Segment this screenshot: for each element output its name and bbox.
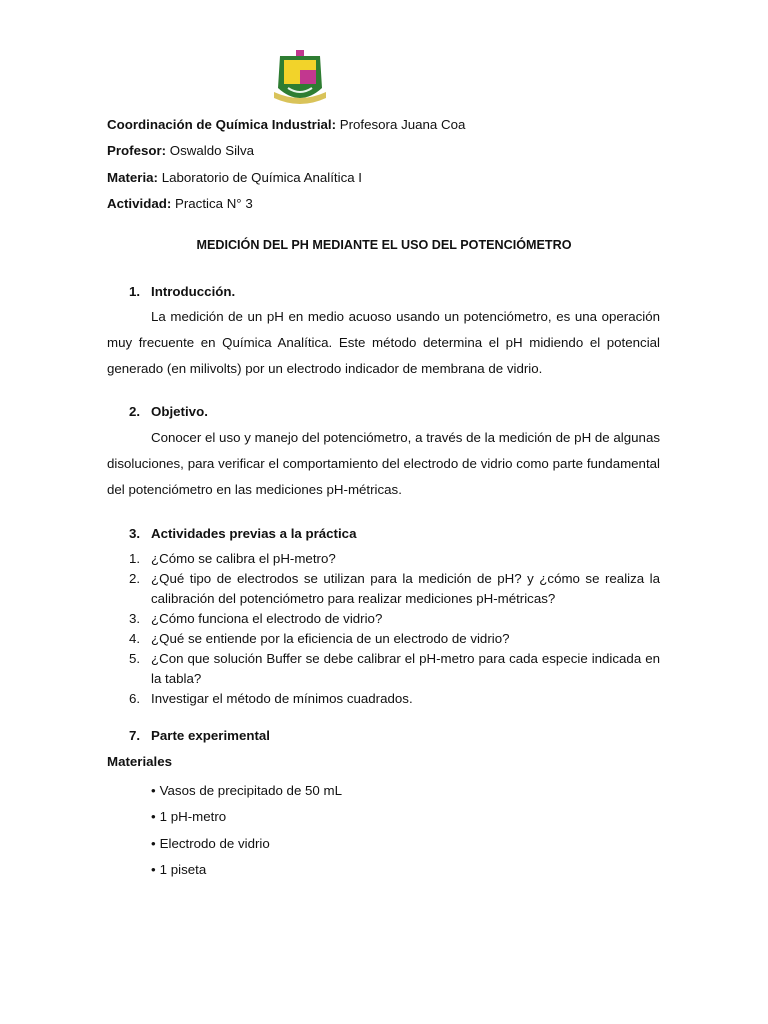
activity-label: Actividad:	[107, 196, 172, 211]
coordination-line	[107, 116, 465, 134]
bullet-icon: •	[151, 861, 156, 877]
activity-line	[107, 195, 253, 213]
list-number: 2.	[129, 571, 141, 586]
list-item	[151, 857, 342, 883]
list-item-text: ¿Con que solución Buffer se debe calibrar el pH-metro para cada especie indicada en la tabla?	[151, 651, 660, 686]
subject-line	[107, 169, 362, 187]
list-number: 3.	[129, 611, 141, 626]
section-title: Parte experimental	[151, 728, 270, 743]
list-item	[151, 804, 342, 830]
list-item	[107, 609, 660, 629]
section-number: 1.	[129, 284, 141, 299]
intro-text: La medición de un pH en medio acuoso usando un potenciómetro, es una operación muy frecuente en Química Analítica. Este método determina el pH midiendo el potencial generado (en milivolts) por un electrodo indicador de membrana de vidrio.	[107, 309, 660, 376]
material-text: Electrodo de vidrio	[159, 835, 270, 851]
list-item	[107, 649, 660, 689]
coordination-value: Profesora Juana Coa	[336, 117, 466, 132]
list-item-text: Investigar el método de mínimos cuadrados.	[151, 691, 413, 706]
section-title: Actividades previas a la práctica	[151, 526, 357, 541]
professor-line	[107, 142, 254, 160]
previous-activities-list	[107, 549, 660, 709]
section-title: Introducción.	[151, 284, 236, 299]
subject-label: Materia:	[107, 170, 158, 185]
subject-value: Laboratorio de Química Analítica I	[158, 170, 362, 185]
section-heading-intro	[129, 284, 235, 299]
section-number: 7.	[129, 728, 141, 743]
list-item	[151, 831, 342, 857]
bullet-icon: •	[151, 809, 156, 825]
list-number: 5.	[129, 651, 141, 666]
intro-paragraph	[107, 304, 660, 382]
list-item	[151, 778, 342, 804]
professor-label: Profesor:	[107, 143, 167, 158]
section-number: 2.	[129, 404, 141, 419]
section-heading-objective	[129, 404, 208, 419]
activity-value: Practica N° 3	[171, 196, 253, 211]
document-title: MEDICIÓN DEL PH MEDIANTE EL USO DEL POTENCIÓMETRO	[196, 238, 572, 252]
materials-list	[151, 778, 342, 883]
section-title: Objetivo.	[151, 404, 208, 419]
materials-heading: Materiales	[107, 754, 173, 769]
material-text: 1 pH-metro	[159, 809, 227, 825]
bullet-icon: •	[151, 835, 156, 851]
list-item-text: ¿Qué se entiende por la eficiencia de un electrodo de vidrio?	[151, 631, 510, 646]
section-heading-experimental	[129, 728, 270, 743]
list-item-text: ¿Qué tipo de electrodos se utilizan para la medición de pH? y ¿cómo se realiza la calibración del potenciómetro para realizar mediciones pH-métricas?	[151, 571, 660, 606]
list-number: 6.	[129, 691, 141, 706]
material-text: 1 piseta	[159, 861, 207, 877]
list-item	[107, 569, 660, 609]
professor-value: Oswaldo Silva	[166, 143, 255, 158]
objective-paragraph	[107, 425, 660, 503]
list-item	[107, 689, 660, 709]
material-text: Vasos de precipitado de 50 mL	[159, 783, 342, 798]
list-item	[107, 549, 660, 569]
objective-text: Conocer el uso y manejo del potenciómetro, a través de la medición de pH de algunas disoluciones, para verificar el comportamiento del electrodo de vidrio como parte fundamental del potenciómetro en las mediciones pH-métricas.	[107, 430, 660, 497]
list-number: 1.	[129, 551, 141, 566]
bullet-icon: •	[151, 783, 156, 798]
section-number: 3.	[129, 526, 141, 541]
section-heading-previous	[129, 526, 356, 541]
list-number: 4.	[129, 631, 141, 646]
list-item-text: ¿Cómo funciona el electrodo de vidrio?	[151, 611, 383, 626]
list-item-text: ¿Cómo se calibra el pH-metro?	[151, 551, 336, 566]
list-item	[107, 629, 660, 649]
institution-crest-icon	[272, 48, 328, 110]
coordination-label: Coordinación de Química Industrial:	[107, 117, 337, 132]
